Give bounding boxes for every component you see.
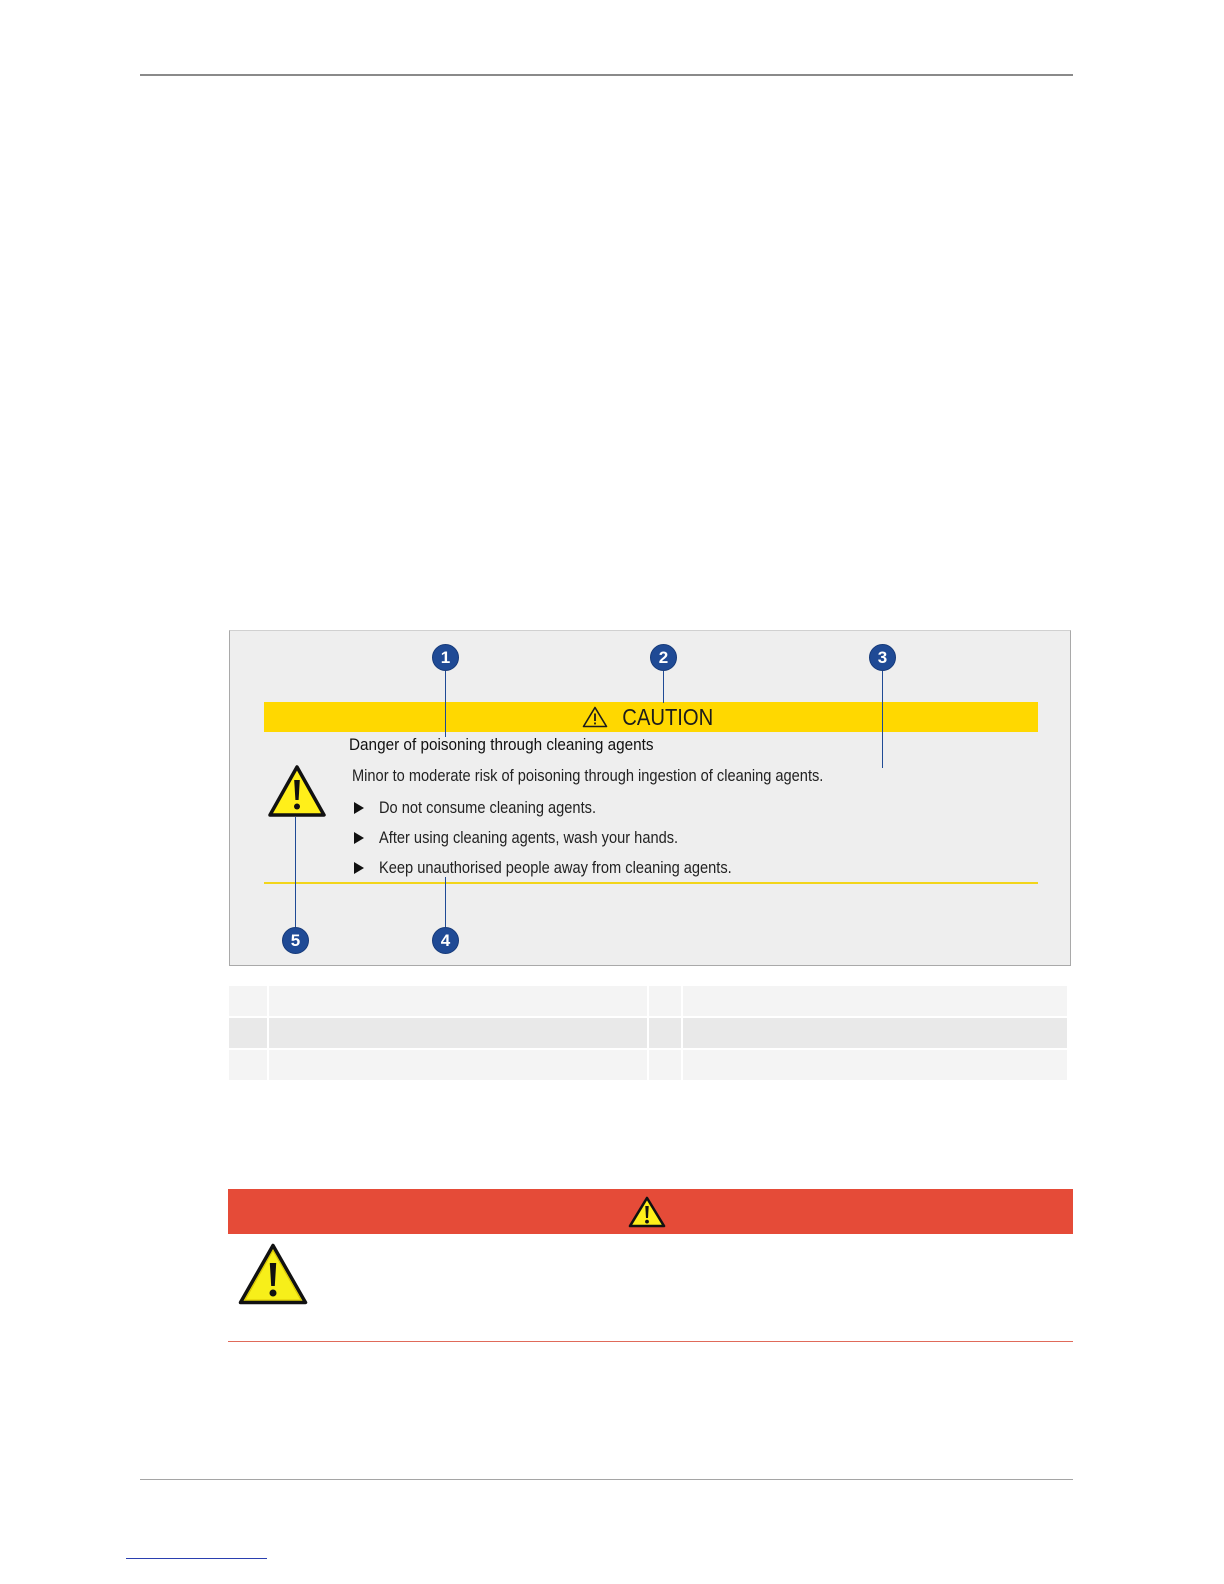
measure-text: After using cleaning agents, wash your hands. (379, 828, 679, 847)
callout-leader-3 (882, 671, 883, 768)
callout-3: 3 (869, 644, 896, 671)
legend-description (269, 986, 647, 1016)
legend-number (229, 986, 267, 1016)
danger-end-rule (228, 1341, 1073, 1342)
list-item (352, 823, 789, 853)
arrow-bullet-icon (354, 862, 364, 874)
measure-text: Do not consume cleaning agents. (379, 798, 597, 817)
safety-notice-figure (229, 630, 1071, 966)
legend-description (269, 1018, 647, 1048)
callout-legend-table (227, 984, 1069, 1082)
warning-triangle-yellow-icon (268, 765, 326, 817)
list-item (352, 793, 789, 823)
legend-description (683, 1050, 1067, 1080)
arrow-bullet-icon (354, 802, 364, 814)
table-row (229, 1018, 1067, 1048)
danger-signal-bar (228, 1189, 1073, 1234)
footer-rule (140, 1479, 1073, 1480)
measure-text: Keep unauthorised people away from cleaning agents. (379, 858, 732, 877)
callout-leader-1 (445, 671, 446, 737)
warning-triangle-outline-icon (582, 706, 608, 728)
warning-triangle-outline-icon (628, 1196, 666, 1228)
legend-number (649, 1050, 681, 1080)
callout-leader-4 (445, 877, 446, 927)
notice-end-rule (264, 882, 1038, 884)
table-row (229, 986, 1067, 1016)
hazard-headline: Danger of poisoning through cleaning agents (349, 735, 654, 754)
table-row (229, 1050, 1067, 1080)
measures-list (352, 793, 789, 883)
warning-triangle-yellow-icon (238, 1243, 308, 1305)
legend-number (229, 1018, 267, 1048)
header-rule (140, 74, 1073, 76)
caution-signal-bar (264, 702, 1038, 732)
legend-number (649, 1018, 681, 1048)
hazard-description: Minor to moderate risk of poisoning through ingestion of cleaning agents. (352, 766, 824, 785)
legend-description (683, 986, 1067, 1016)
arrow-bullet-icon (354, 832, 364, 844)
callout-1: 1 (432, 644, 459, 671)
callout-leader-5 (295, 817, 296, 927)
callout-4: 4 (432, 927, 459, 954)
list-item (352, 853, 789, 883)
legend-number (649, 986, 681, 1016)
callout-leader-2 (663, 671, 664, 703)
signal-word: CAUTION (622, 703, 714, 730)
footer-link-underline[interactable] (126, 1558, 267, 1559)
callout-5: 5 (282, 927, 309, 954)
legend-description (269, 1050, 647, 1080)
legend-number (229, 1050, 267, 1080)
legend-description (683, 1018, 1067, 1048)
callout-2: 2 (650, 644, 677, 671)
